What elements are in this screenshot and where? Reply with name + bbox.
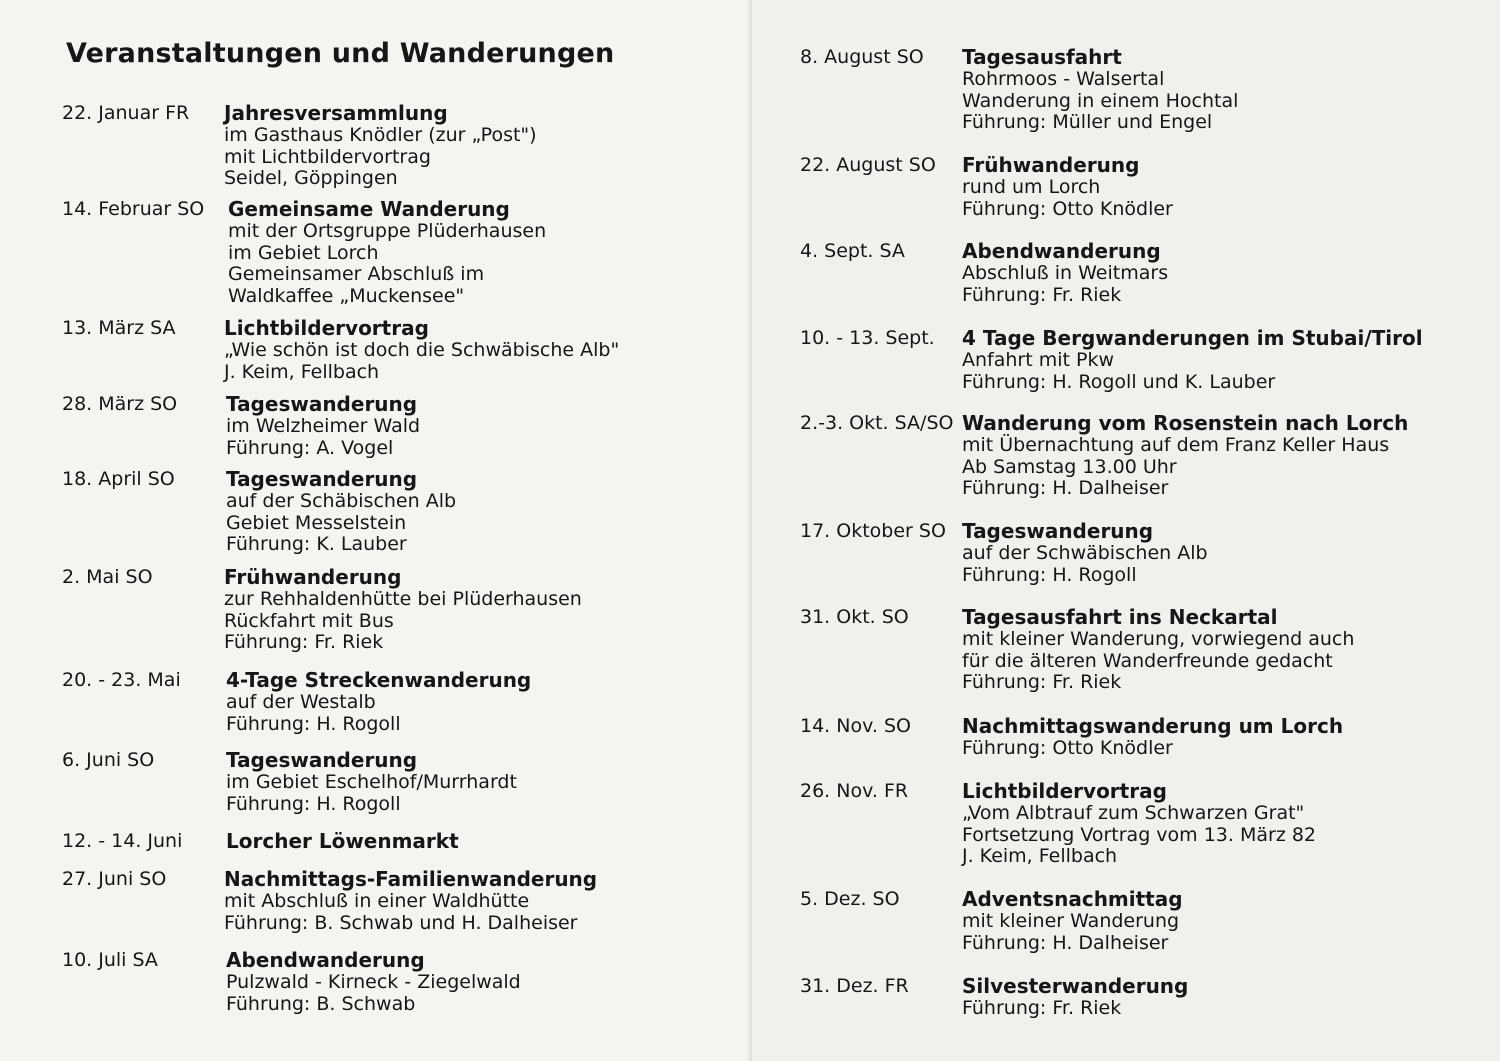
right-page — [752, 0, 1500, 1061]
event-date: 18. April SO — [62, 468, 175, 490]
event-date: 6. Juni SO — [62, 749, 155, 771]
event-details — [226, 469, 456, 556]
event-details — [224, 103, 537, 190]
event-detail-line: mit der Ortsgruppe Plüderhausen — [228, 219, 547, 242]
event-date: 8. August SO — [800, 46, 924, 68]
event-title: Tageswanderung — [226, 467, 418, 491]
event-details — [962, 607, 1354, 694]
event-detail-line: Seidel, Göppingen — [224, 167, 398, 190]
event-date: 22. Januar FR — [62, 102, 190, 124]
event-detail-line: Rückfahrt mit Bus — [224, 609, 394, 632]
event-detail-line: Führung: B. Schwab und H. Dalheiser — [224, 911, 578, 934]
event-details — [226, 394, 420, 459]
event-title: Lorcher Löwenmarkt — [226, 829, 459, 853]
event-date: 14. Nov. SO — [800, 715, 911, 737]
event-details — [226, 670, 531, 735]
event-date: 27. Juni SO — [62, 868, 167, 890]
event-detail-line: im Gebiet Eschelhof/Murrhardt — [226, 770, 517, 793]
event-date: 26. Nov. FR — [800, 780, 909, 802]
event-title: Tageswanderung — [962, 519, 1154, 543]
event-date: 5. Dez. SO — [800, 888, 900, 910]
event-title: 4 Tage Bergwanderungen im Stubai/Tirol — [962, 326, 1423, 350]
event-detail-line: Gemeinsamer Abschluß im — [228, 263, 485, 286]
event-detail-line: Fortsetzung Vortrag vom 13. März 82 — [962, 823, 1317, 846]
event-date: 2.-3. Okt. SA/SO — [800, 412, 954, 434]
event-details — [962, 413, 1408, 500]
event-date: 31. Dez. FR — [800, 975, 909, 997]
event-details — [226, 750, 517, 815]
event-details — [224, 318, 619, 383]
event-date: 20. - 23. Mai — [62, 669, 181, 691]
event-title: Nachmittagswanderung um Lorch — [962, 714, 1344, 738]
event-detail-line: Führung: H. Rogoll — [226, 712, 401, 735]
event-details — [962, 155, 1173, 220]
event-detail-line: mit Abschluß in einer Waldhütte — [224, 889, 530, 912]
event-detail-line: „Vom Albtrauf zum Schwarzen Grat" — [962, 801, 1305, 824]
event-detail-line: Führung: Fr. Riek — [224, 631, 384, 654]
event-detail-line: „Wie schön ist doch die Schwäbische Alb" — [224, 338, 620, 361]
event-detail-line: Rohrmoos - Walsertal — [962, 67, 1165, 90]
event-title: Gemeinsame Wanderung — [228, 197, 510, 221]
event-date: 13. März SA — [62, 317, 176, 339]
event-details — [962, 47, 1238, 134]
event-details — [224, 567, 582, 654]
event-title: Jahresversammlung — [224, 101, 448, 125]
event-title: Silvesterwanderung — [962, 974, 1189, 998]
event-detail-line: auf der Westalb — [226, 690, 376, 713]
event-details — [962, 521, 1208, 586]
event-detail-line: Führung: H. Dalheiser — [962, 477, 1169, 500]
event-title: Tageswanderung — [226, 392, 418, 416]
event-detail-line: zur Rehhaldenhütte bei Plüderhausen — [224, 587, 582, 610]
event-detail-line: im Welzheimer Wald — [226, 414, 421, 437]
event-date: 12. - 14. Juni — [62, 830, 183, 852]
event-date: 4. Sept. SA — [800, 240, 905, 262]
event-detail-line: Führung: Fr. Riek — [962, 671, 1122, 694]
event-title: Lichtbildervortrag — [224, 316, 429, 340]
event-detail-line: Führung: A. Vogel — [226, 436, 394, 459]
event-detail-line: Führung: H. Rogoll und K. Lauber — [962, 370, 1276, 393]
event-detail-line: Führung: Fr. Riek — [962, 283, 1122, 306]
event-detail-line: auf der Schäbischen Alb — [226, 489, 457, 512]
event-date: 31. Okt. SO — [800, 606, 909, 628]
event-details — [962, 976, 1188, 1020]
event-title: Tagesausfahrt — [962, 45, 1122, 69]
event-title: Wanderung vom Rosenstein nach Lorch — [962, 411, 1409, 435]
event-detail-line: Pulzwald - Kirneck - Ziegelwald — [226, 970, 521, 993]
event-detail-line: im Gasthaus Knödler (zur „Post") — [224, 123, 537, 146]
event-date: 14. Februar SO — [62, 198, 205, 220]
event-details — [226, 950, 521, 1015]
event-details — [228, 199, 546, 308]
event-detail-line: Führung: B. Schwab — [226, 992, 416, 1015]
event-detail-line: J. Keim, Fellbach — [962, 845, 1118, 868]
event-details — [962, 781, 1316, 868]
event-details — [224, 869, 597, 934]
event-title: Tagesausfahrt ins Neckartal — [962, 605, 1278, 629]
event-date: 28. März SO — [62, 393, 178, 415]
event-details — [962, 889, 1183, 954]
event-date: 2. Mai SO — [62, 566, 153, 588]
event-detail-line: Führung: Müller und Engel — [962, 111, 1213, 134]
event-detail-line: mit Übernachtung auf dem Franz Keller Haus — [962, 433, 1390, 456]
event-title: Tageswanderung — [226, 748, 418, 772]
page-title: Veranstaltungen und Wanderungen — [66, 38, 615, 69]
event-date: 10. - 13. Sept. — [800, 327, 935, 349]
event-title: Frühwanderung — [962, 153, 1140, 177]
event-detail-line: für die älteren Wanderfreunde gedacht — [962, 649, 1333, 672]
event-date: 22. August SO — [800, 154, 936, 176]
event-detail-line: Ab Samstag 13.00 Uhr — [962, 455, 1177, 478]
event-date: 17. Oktober SO — [800, 520, 946, 542]
event-detail-line: Führung: H. Rogoll — [962, 563, 1137, 586]
event-title: Lichtbildervortrag — [962, 779, 1167, 803]
event-title: Abendwanderung — [962, 239, 1161, 263]
event-detail-line: Führung: K. Lauber — [226, 533, 407, 556]
event-detail-line: auf der Schwäbischen Alb — [962, 541, 1208, 564]
event-date: 10. Juli SA — [62, 949, 158, 971]
event-details — [962, 328, 1423, 393]
event-title: Frühwanderung — [224, 565, 402, 589]
event-title: Abendwanderung — [226, 948, 425, 972]
event-detail-line: Anfahrt mit Pkw — [962, 348, 1114, 371]
event-detail-line: Waldkaffee „Muckensee" — [228, 285, 465, 308]
event-detail-line: J. Keim, Fellbach — [224, 360, 380, 383]
event-title: Nachmittags-Familienwanderung — [224, 867, 598, 891]
event-detail-line: Führung: H. Dalheiser — [962, 931, 1169, 954]
event-detail-line: mit Lichtbildervortrag — [224, 145, 431, 168]
event-detail-line: Führung: Fr. Riek — [962, 996, 1122, 1019]
event-detail-line: Führung: H. Rogoll — [226, 792, 401, 815]
event-details — [962, 241, 1168, 306]
event-detail-line: Führung: Otto Knödler — [962, 197, 1173, 220]
event-details — [962, 716, 1343, 760]
event-detail-line: mit kleiner Wanderung — [962, 909, 1180, 932]
event-detail-line: Abschluß in Weitmars — [962, 261, 1169, 284]
event-detail-line: Führung: Otto Knödler — [962, 736, 1173, 759]
event-detail-line: Wanderung in einem Hochtal — [962, 89, 1239, 112]
event-detail-line: Gebiet Messelstein — [226, 511, 407, 534]
event-title: Adventsnachmittag — [962, 887, 1183, 911]
event-detail-line: rund um Lorch — [962, 175, 1101, 198]
event-detail-line: im Gebiet Lorch — [228, 241, 379, 264]
event-details — [226, 831, 459, 853]
event-title: 4-Tage Streckenwanderung — [226, 668, 532, 692]
event-detail-line: mit kleiner Wanderung, vorwiegend auch — [962, 627, 1355, 650]
